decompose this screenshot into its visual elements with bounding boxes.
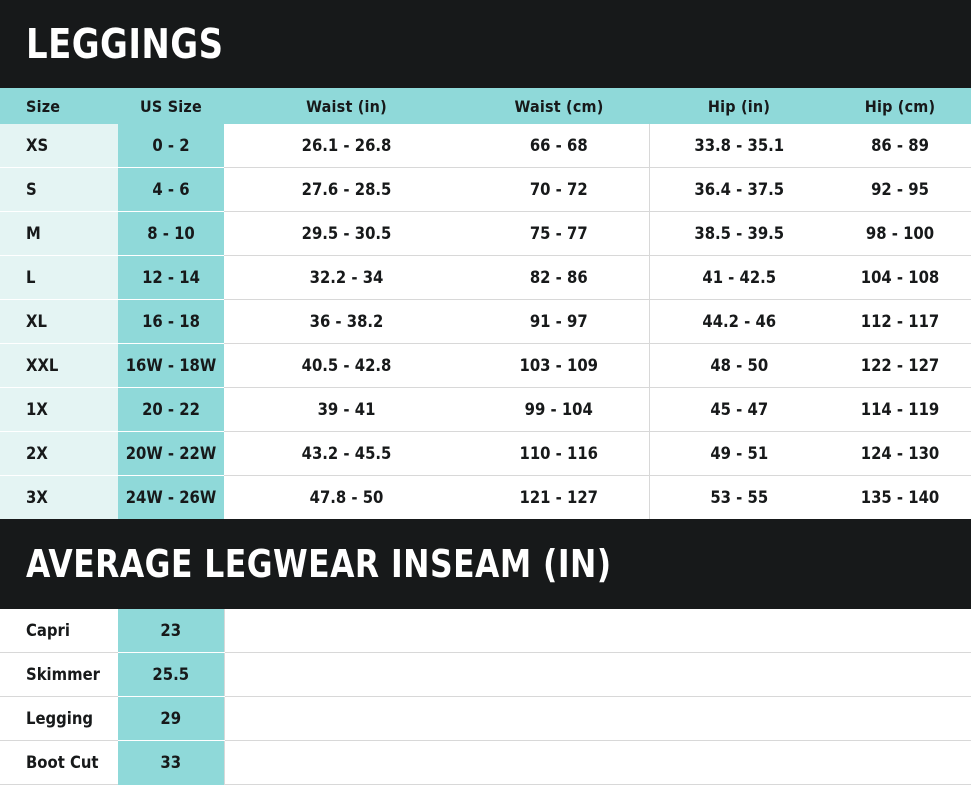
cell-hip-in: 44.2 - 46 [649, 300, 829, 344]
cell-hip-cm: 122 - 127 [829, 344, 971, 388]
cell-waist-cm: 75 - 77 [469, 212, 649, 256]
cell-us-size: 20W - 22W [118, 432, 224, 476]
cell-inseam-spacer [224, 653, 971, 697]
cell-hip-cm: 114 - 119 [829, 388, 971, 432]
cell-waist-cm: 110 - 116 [469, 432, 649, 476]
cell-us-size: 0 - 2 [118, 124, 224, 168]
cell-waist-cm: 70 - 72 [469, 168, 649, 212]
cell-inseam-spacer [224, 697, 971, 741]
cell-inseam-value: 23 [118, 609, 224, 653]
table-row [0, 697, 971, 741]
cell-hip-in: 38.5 - 39.5 [649, 212, 829, 256]
cell-hip-cm: 104 - 108 [829, 256, 971, 300]
cell-inseam-label: Legging [0, 697, 118, 741]
cell-size: XXL [0, 344, 118, 388]
cell-waist-cm: 66 - 68 [469, 124, 649, 168]
table-row [0, 212, 971, 256]
cell-hip-cm: 112 - 117 [829, 300, 971, 344]
cell-us-size: 8 - 10 [118, 212, 224, 256]
column-header-size: Size [0, 88, 118, 124]
cell-us-size: 24W - 26W [118, 476, 224, 520]
cell-hip-in: 36.4 - 37.5 [649, 168, 829, 212]
cell-hip-in: 45 - 47 [649, 388, 829, 432]
cell-inseam-value: 33 [118, 741, 224, 785]
cell-waist-in: 36 - 38.2 [224, 300, 469, 344]
cell-inseam-label: Skimmer [0, 653, 118, 697]
cell-size: 3X [0, 476, 118, 520]
cell-hip-cm: 135 - 140 [829, 476, 971, 520]
cell-waist-in: 29.5 - 30.5 [224, 212, 469, 256]
inseam-title: AVERAGE LEGWEAR INSEAM (IN) [26, 542, 612, 586]
table-row [0, 741, 971, 785]
cell-inseam-label: Boot Cut [0, 741, 118, 785]
cell-size: 1X [0, 388, 118, 432]
cell-waist-cm: 121 - 127 [469, 476, 649, 520]
cell-waist-in: 32.2 - 34 [224, 256, 469, 300]
table-row [0, 344, 971, 388]
cell-hip-cm: 86 - 89 [829, 124, 971, 168]
table-body [0, 124, 971, 519]
cell-size: L [0, 256, 118, 300]
cell-waist-in: 39 - 41 [224, 388, 469, 432]
cell-inseam-label: Capri [0, 609, 118, 653]
cell-size: XS [0, 124, 118, 168]
cell-hip-cm: 98 - 100 [829, 212, 971, 256]
cell-waist-in: 47.8 - 50 [224, 476, 469, 520]
cell-us-size: 12 - 14 [118, 256, 224, 300]
table-row [0, 432, 971, 476]
column-header-waist-cm: Waist (cm) [469, 88, 649, 124]
table-row [0, 388, 971, 432]
cell-hip-in: 48 - 50 [649, 344, 829, 388]
table-row [0, 124, 971, 168]
cell-hip-cm: 92 - 95 [829, 168, 971, 212]
cell-inseam-spacer [224, 741, 971, 785]
column-header-waist-in: Waist (in) [224, 88, 469, 124]
column-header-us-size: US Size [118, 88, 224, 124]
cell-hip-in: 49 - 51 [649, 432, 829, 476]
inseam-title-bar [0, 519, 971, 609]
inseam-table [0, 609, 971, 785]
cell-inseam-spacer [224, 609, 971, 653]
cell-us-size: 16 - 18 [118, 300, 224, 344]
cell-hip-in: 33.8 - 35.1 [649, 124, 829, 168]
cell-inseam-value: 29 [118, 697, 224, 741]
column-header-hip-cm: Hip (cm) [829, 88, 971, 124]
leggings-title-bar [0, 0, 971, 88]
cell-size: XL [0, 300, 118, 344]
cell-waist-cm: 99 - 104 [469, 388, 649, 432]
table-row [0, 476, 971, 520]
cell-us-size: 4 - 6 [118, 168, 224, 212]
leggings-size-table [0, 88, 971, 519]
cell-size: M [0, 212, 118, 256]
cell-us-size: 16W - 18W [118, 344, 224, 388]
cell-hip-in: 53 - 55 [649, 476, 829, 520]
cell-waist-cm: 91 - 97 [469, 300, 649, 344]
cell-waist-cm: 82 - 86 [469, 256, 649, 300]
cell-waist-in: 40.5 - 42.8 [224, 344, 469, 388]
table-row [0, 168, 971, 212]
inseam-section [0, 609, 971, 785]
column-header-hip-in: Hip (in) [649, 88, 829, 124]
table-header [0, 88, 971, 124]
cell-inseam-value: 25.5 [118, 653, 224, 697]
cell-hip-in: 41 - 42.5 [649, 256, 829, 300]
cell-waist-in: 27.6 - 28.5 [224, 168, 469, 212]
page-title: LEGGINGS [26, 19, 224, 68]
cell-size: 2X [0, 432, 118, 476]
table-row [0, 653, 971, 697]
table-header-row [0, 88, 971, 124]
cell-hip-cm: 124 - 130 [829, 432, 971, 476]
cell-waist-in: 43.2 - 45.5 [224, 432, 469, 476]
table-row [0, 609, 971, 653]
table-row [0, 300, 971, 344]
table-row [0, 256, 971, 300]
cell-size: S [0, 168, 118, 212]
cell-us-size: 20 - 22 [118, 388, 224, 432]
cell-waist-cm: 103 - 109 [469, 344, 649, 388]
cell-waist-in: 26.1 - 26.8 [224, 124, 469, 168]
